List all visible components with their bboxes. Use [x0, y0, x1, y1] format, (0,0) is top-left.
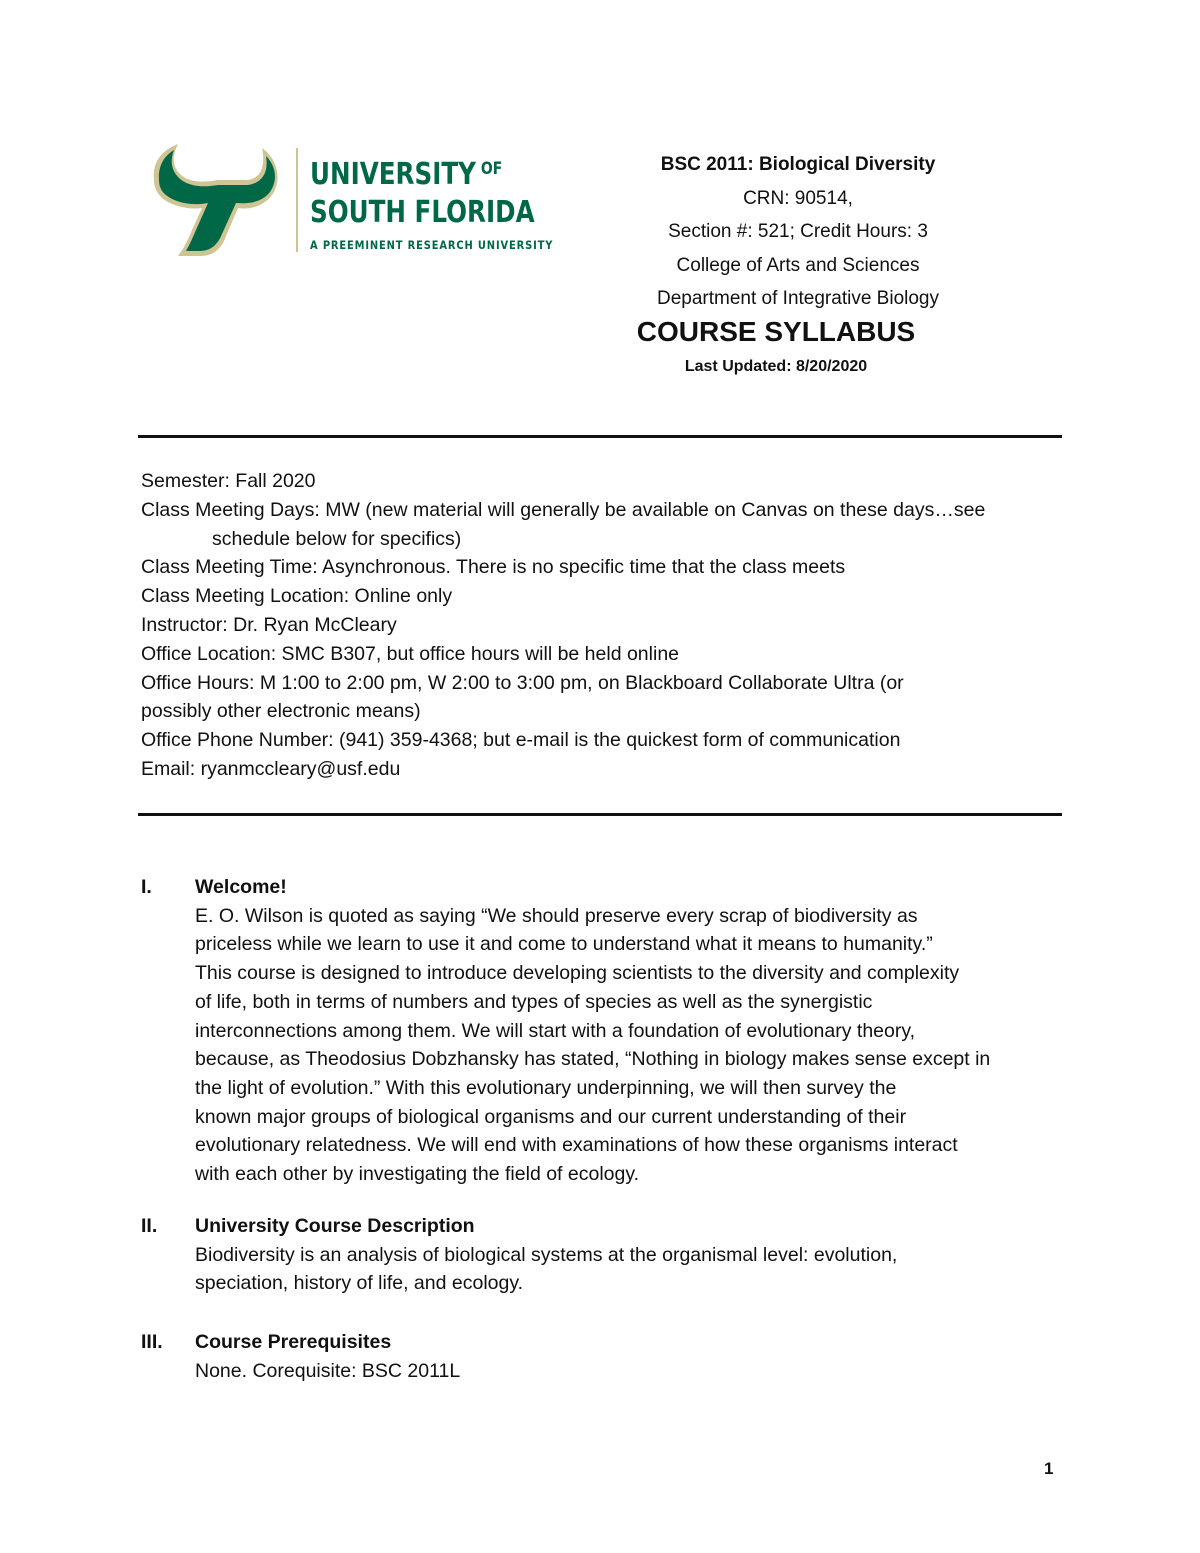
course-section: Section #: 521; Credit Hours: 3 — [668, 221, 928, 242]
instructor-line: Instructor: Dr. Ryan McCleary — [141, 613, 397, 636]
meeting-days-continuation: schedule below for specifics) — [212, 527, 462, 550]
section-title: Course Prerequisites — [195, 1331, 392, 1353]
section-line: because, as Theodosius Dobzhansky has stated, “Nothing in biology makes sense except in — [195, 1048, 991, 1071]
course-info-block — [141, 467, 1071, 784]
section-title: University Course Description — [195, 1215, 475, 1237]
office-hours-continuation: possibly other electronic means) — [141, 700, 421, 723]
course-crn: CRN: 90514, — [743, 187, 853, 209]
section-welcome — [141, 873, 1071, 1189]
section-line: priceless while we learn to use it and come to understand what it means to humanity.” — [195, 933, 933, 956]
divider-top — [138, 435, 1062, 438]
course-department: Department of Integrative Biology — [657, 288, 939, 309]
page-title: COURSE SYLLABUS — [636, 316, 916, 347]
section-body — [195, 1328, 1071, 1385]
office-location-line: Office Location: SMC B307, but office hours will be held online — [141, 642, 680, 665]
divider-bottom — [138, 813, 1062, 816]
meeting-time-line: Class Meeting Time: Asynchronous. There is no specific time that the class meets — [141, 556, 846, 579]
section-line: of life, both in terms of numbers and types of species as well as the synergistic — [195, 990, 873, 1013]
last-updated: Last Updated: 8/20/2020 — [684, 358, 868, 375]
section-line: Biodiversity is an analysis of biological systems at the organismal level: evolution, — [195, 1243, 898, 1266]
section-course-description — [141, 1212, 1071, 1298]
section-line: speciation, history of life, and ecology. — [195, 1272, 524, 1295]
usf-bull-horns-icon — [148, 140, 283, 260]
section-number: III. — [141, 1331, 163, 1353]
email-line: Email: ryanmccleary@usf.edu — [141, 757, 401, 780]
section-line: interconnections among them. We will start with a foundation of evolutionary theory, — [195, 1019, 916, 1042]
page-number: 1 — [1044, 1459, 1054, 1478]
office-phone-line: Office Phone Number: (941) 359-4368; but e-mail is the quickest form of communication — [141, 729, 901, 752]
logo-divider — [296, 148, 298, 252]
usf-logo — [148, 140, 568, 265]
office-hours-line: Office Hours: M 1:00 to 2:00 pm, W 2:00 to 3:00 pm, on Blackboard Collaborate Ultra (or — [141, 671, 904, 694]
section-number: I. — [141, 876, 152, 898]
course-college: College of Arts and Sciences — [676, 254, 920, 276]
section-line: evolutionary relatedness. We will end with examinations of how these organisms interact — [195, 1134, 958, 1157]
section-line: with each other by investigating the field of ecology. — [195, 1163, 640, 1186]
section-line: known major groups of biological organisms and our current understanding of their — [195, 1105, 907, 1128]
section-body — [195, 1212, 1071, 1298]
logo-wordmark — [310, 150, 570, 252]
logo-of-text: OF — [480, 159, 503, 179]
course-header — [598, 148, 998, 316]
meeting-days-line: Class Meeting Days: MW (new material will generally be available on Canvas on these days…see — [141, 498, 986, 521]
logo-university-text: UNIVERSITY — [310, 157, 476, 192]
section-title: Welcome! — [195, 876, 287, 898]
course-name: BSC 2011: Biological Diversity — [660, 154, 936, 175]
section-line: the light of evolution.” With this evolutionary underpinning, we will then survey the — [195, 1076, 897, 1099]
semester-line: Semester: Fall 2020 — [141, 470, 316, 492]
logo-south-florida: SOUTH FLORIDA — [310, 195, 535, 230]
section-line: E. O. Wilson is quoted as saying “We should preserve every scrap of biodiversity as — [195, 904, 918, 927]
logo-university — [310, 150, 523, 194]
section-body — [195, 873, 1071, 1189]
section-line: None. Corequisite: BSC 2011L — [195, 1359, 461, 1382]
section-number: II. — [141, 1215, 158, 1237]
section-prerequisites — [141, 1328, 1071, 1385]
section-line: This course is designed to introduce developing scientists to the diversity and complexity — [195, 962, 960, 985]
logo-tagline: A PREEMINENT RESEARCH UNIVERSITY — [310, 238, 554, 252]
meeting-location-line: Class Meeting Location: Online only — [141, 585, 453, 608]
